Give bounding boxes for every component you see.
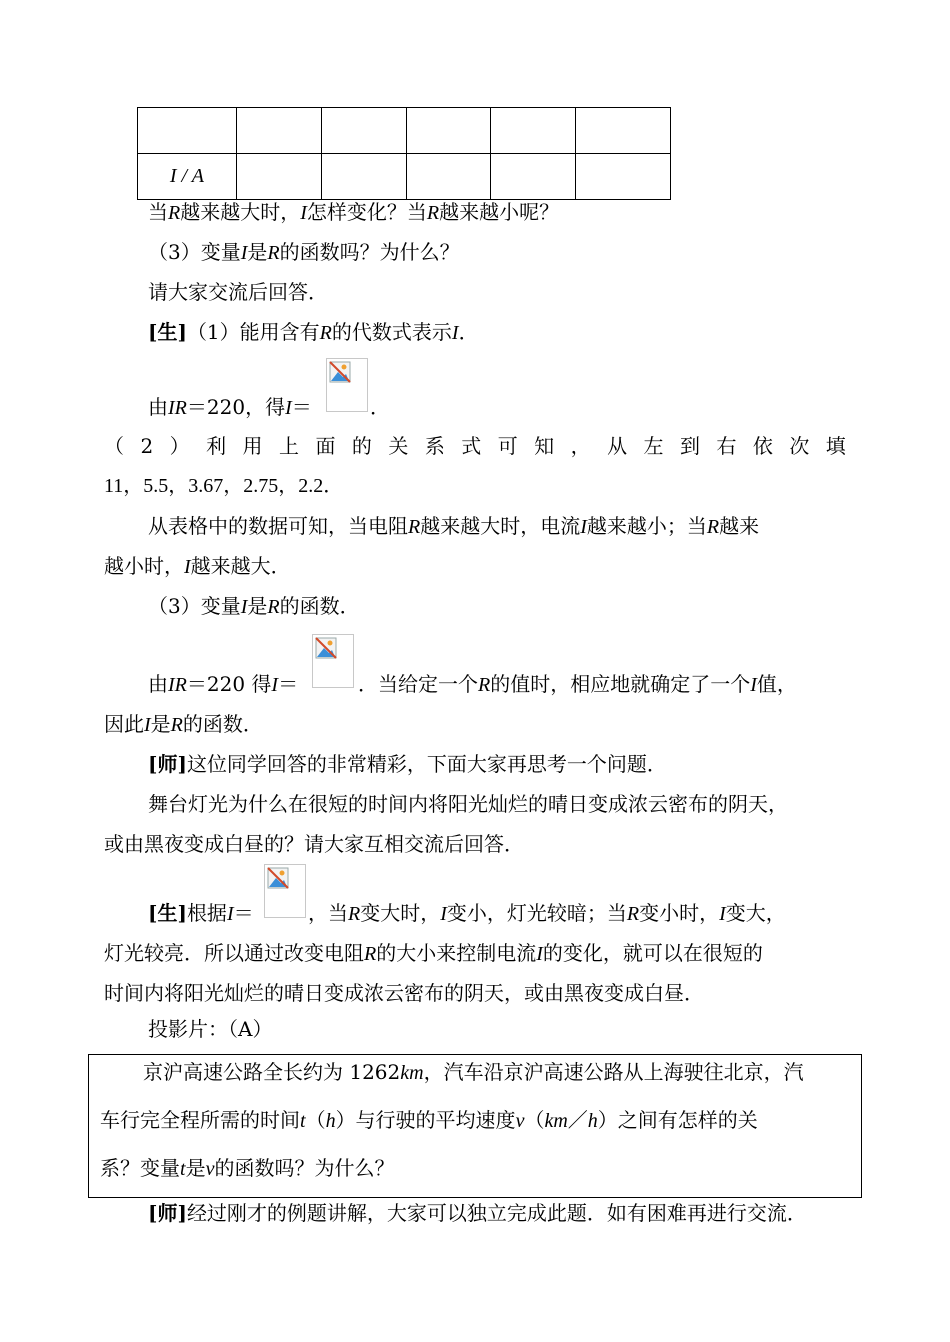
student-answer-4a: [生]根据I＝ (148, 901, 254, 925)
student-answer-1: [生]（1）能用含有R的代数式表示I． (148, 320, 479, 344)
broken-image-icon (312, 634, 354, 688)
table-cell (491, 154, 576, 200)
formula-line-2b: ．当给定一个R的值时，相应地就确定了一个I值， (358, 672, 797, 696)
image-glyph (267, 867, 289, 889)
problem-line-3: 系？变量t是v的函数吗？为什么？ (100, 1156, 395, 1180)
table-cell (406, 108, 491, 154)
table-cell (236, 108, 321, 154)
projection-label: 投影片：（A） (148, 1017, 273, 1041)
image-glyph (315, 637, 337, 659)
student-answer-4b: ，当R变大时，I变小，灯光较暗；当R变小时，I变大， (308, 901, 786, 925)
table-cell (576, 154, 671, 200)
table-row-label: I / A (138, 154, 237, 200)
table-cell (321, 154, 406, 200)
speaker-tag: [师] (148, 1201, 187, 1225)
table-cell (236, 154, 321, 200)
teacher-remark-2: [师]经过刚才的例题讲解，大家可以独立完成此题．如有困难再进行交流． (148, 1201, 807, 1225)
student-answer-4d: 时间内将阳光灿烂的晴日变成浓云密布的阴天，或由黑夜变成白昼． (104, 981, 704, 1005)
student-answer-4c: 灯光较亮．所以通过改变电阻R的大小来控制电流I的变化，就可以在很短的 (104, 941, 763, 965)
data-table (137, 107, 671, 200)
formula-line-1: 由IR＝220，得I＝ (148, 395, 312, 419)
formula-line-2c: 因此I是R的函数． (104, 712, 263, 736)
formula-line-2a: 由IR＝220 得I＝ (148, 672, 299, 696)
broken-image-icon (264, 864, 306, 918)
speaker-tag: [师] (148, 752, 187, 776)
stage-question-2: 或由黑夜变成白昼的？请大家互相交流后回答． (104, 832, 524, 856)
table-cell (491, 108, 576, 154)
question-2-followup: 当R越来越大时，I怎样变化？当R越来越小呢？ (148, 200, 560, 224)
stage-question-1: 舞台灯光为什么在很短的时间内将阳光灿烂的晴日变成浓云密布的阴天， (148, 792, 788, 816)
teacher-remark-1: [师]这位同学回答的非常精彩，下面大家再思考一个问题． (148, 752, 667, 776)
broken-image-icon (326, 358, 368, 412)
discuss-prompt: 请大家交流后回答． (148, 280, 328, 304)
table-row (138, 154, 671, 200)
table-analysis-2: 越小时，I越来越大． (104, 554, 291, 578)
table-cell (406, 154, 491, 200)
table-analysis-1: 从表格中的数据可知，当电阻R越来越大时，电流I越来越小；当R越来 (148, 514, 760, 538)
table-cell (138, 108, 237, 154)
table-cell (321, 108, 406, 154)
question-3: （3）变量I是R的函数吗？为什么？ (148, 240, 460, 264)
table-row (138, 108, 671, 154)
speaker-tag: [生] (148, 901, 187, 925)
image-glyph (329, 361, 351, 383)
problem-line-2: 车行完全程所需的时间t（h）与行驶的平均速度v（km／h）之间有怎样的关 (100, 1108, 758, 1132)
fill-values: 11，5.5，3.67，2.75，2.2． (104, 475, 344, 497)
formula-line-1-end: ． (370, 395, 390, 419)
student-answer-2: （ 2 ） 利 用 上 面 的 关 系 式 可 知 ， 从 左 到 右 依 次 填 (104, 434, 846, 458)
problem-line-1: 京沪高速公路全长约为 1262km，汽车沿京沪高速公路从上海驶往北京，汽 (143, 1060, 804, 1084)
student-answer-3: （3）变量I是R的函数． (148, 594, 360, 618)
speaker-tag: [生] (148, 320, 187, 344)
table-cell (576, 108, 671, 154)
